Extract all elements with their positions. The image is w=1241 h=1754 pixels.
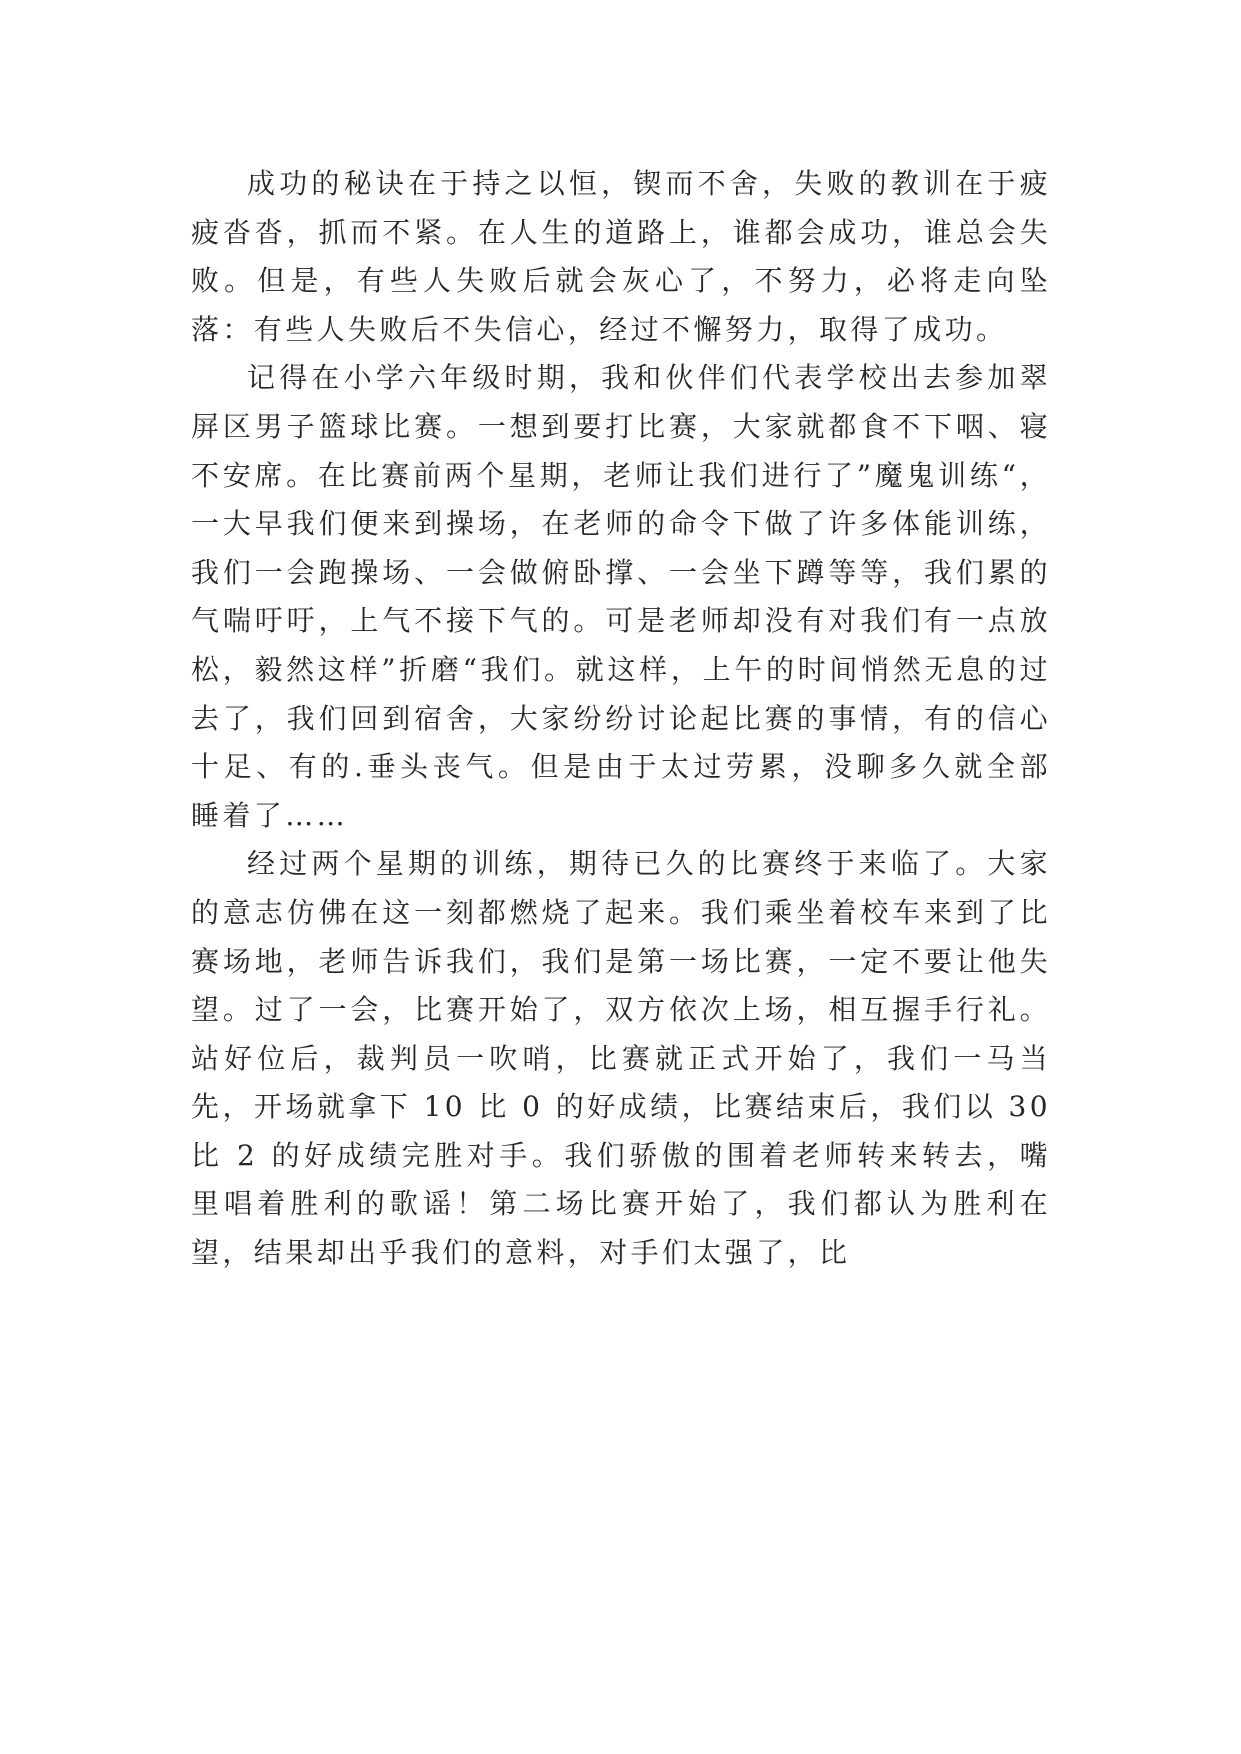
paragraph-1: 成功的秘诀在于持之以恒，锲而不舍，失败的教训在于疲疲沓沓，抓而不紧。在人生的道路上，谁都会成功，谁总会失败。但是，有些人失败后就会灰心了，不努力，必将走向坠落：有些人失败后不失信心，经过不懈努力，取得了成功。 bbox=[191, 167, 1051, 346]
document-body bbox=[191, 160, 1051, 1278]
paragraph-2: 记得在小学六年级时期，我和伙伴们代表学校出去参加翠屏区男子篮球比赛。一想到要打比赛，大家就都食不下咽、寝不安席。在比赛前两个星期，老师让我们进行了”魔鬼训练“，一大早我们便来到操场，在老师的命令下做了许多体能训练，我们一会跑操场、一会做俯卧撑、一会坐下蹲等等，我们累的气喘吁吁，上气不接下气的。可是老师却没有对我们有一点放松，毅然这样”折磨“我们。就这样，上午的时间悄然无息的过去了，我们回到宿舍，大家纷纷讨论起比赛的事情，有的信心十足、有的.垂头丧气。但是由于太过劳累，没聊多久就全部睡着了…… bbox=[191, 361, 1051, 832]
paragraph-3: 经过两个星期的训练，期待已久的比赛终于来临了。大家的意志仿佛在这一刻都燃烧了起来。我们乘坐着校车来到了比赛场地，老师告诉我们，我们是第一场比赛，一定不要让他失望。过了一会，比赛开始了，双方依次上场，相互握手行礼。站好位后，裁判员一吹哨，比赛就正式开始了，我们一马当先，开场就拿下 10 比 0 的好成绩，比赛结束后，我们以 30 比 2 的好成绩完胜对手。我们骄傲的围着老师转来转去，嘴里唱着胜利的歌谣！第二场比赛开始了，我们都认为胜利在望，结果却出乎我们的意料，对手们太强了，比 bbox=[191, 847, 1051, 1270]
